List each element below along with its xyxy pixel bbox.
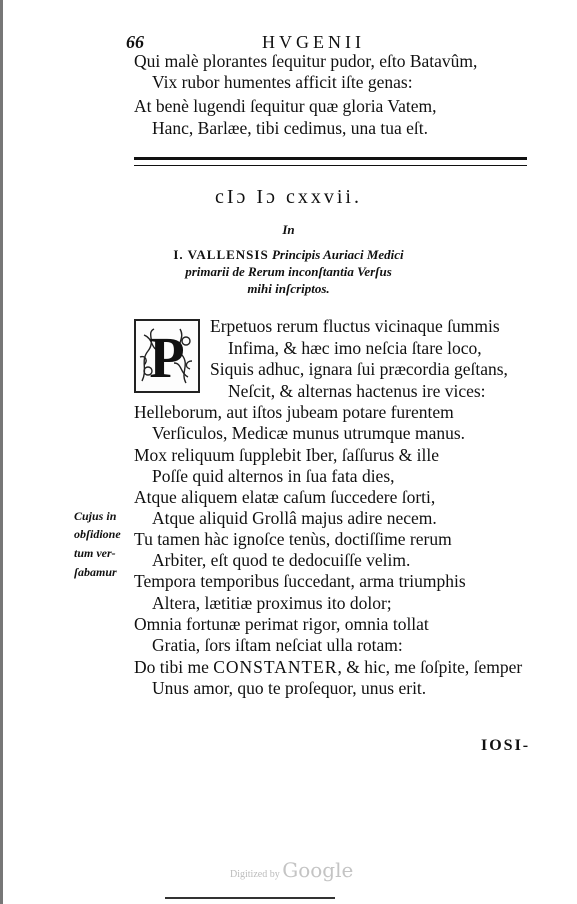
margin-note-line-4: ſabamur (74, 565, 117, 579)
inscription-line-3: mihi inſcriptos. (247, 281, 330, 296)
section-rule-thick (134, 157, 527, 160)
poem-line-9: Atque aliquem elatæ caſum ſuccedere ſorti, (134, 487, 436, 507)
poem-line-12: Arbiter, eſt quod te dedocuiſſe velim. (152, 550, 411, 570)
page-edge (0, 0, 3, 904)
poem-line-3: Siquis adhuc, ignara ſui præcordia geſtans, (210, 359, 508, 379)
margin-note-line-1: Cujus in (74, 509, 117, 523)
inscription-name: I. VALLENSIS (173, 247, 269, 262)
poem-line-16: Gratia, ſors iſtam neſciat ulla rotam: (152, 635, 403, 655)
inscription-in: In (282, 222, 295, 237)
poem-line-17-rest: , & hic, me ſoſpite, ſemper (337, 657, 523, 677)
poem-line-8: Poſſe quid alternos in ſua fata dies, (152, 466, 395, 486)
ornamental-initial-p-icon (134, 319, 200, 393)
digitization-watermark (230, 858, 353, 882)
top-poem-line-2: Vix rubor humentes afficit iſte genas: (152, 72, 413, 92)
poem-line-15: Omnia fortunæ perimat rigor, omnia tollat (134, 614, 429, 634)
poem-line-5: Helleborum, aut iſtos jubeam potare furentem (134, 402, 454, 422)
watermark-brand: Google (282, 858, 354, 882)
poem-line-2: Infima, & hæc imo neſcia ſtare loco, (228, 338, 482, 358)
top-poem-line-1: Qui malè plorantes ſequitur pudor, eſto Batavûm, (134, 51, 478, 71)
poem-line-13: Tempora temporibus ſuccedant, arma triumphis (134, 571, 466, 591)
inscription-line-1-rest: Principis Auriaci Medici (271, 247, 404, 262)
poem-line-11: Tu tamen hàc ignoſce tenùs, doctiſſime rerum (134, 529, 452, 549)
inscription-line-2: primarii de Rerum inconſtantia Verſus (185, 264, 392, 279)
poem-line-17-start: Do tibi me (134, 657, 209, 677)
poem-line-14: Altera, lætitiæ proximus ito dolor; (152, 593, 392, 613)
top-poem-line-3: At benè lugendi ſequitur quæ gloria Vatem, (134, 96, 437, 116)
poem-line-18: Unus amor, quo te proſequor, unus erit. (152, 678, 427, 698)
poem-line-17 (134, 657, 522, 678)
bottom-rule (165, 897, 335, 899)
date-heading: cIɔ Iɔ cxxvii. (215, 186, 362, 208)
watermark-prefix: Digitized by (230, 869, 280, 880)
margin-note-line-2: obſidione (74, 527, 121, 541)
poem-line-1: Erpetuos rerum fluctus vicinaque ſummis (210, 316, 500, 336)
poem-line-10: Atque aliquid Grollâ majus adire necem. (152, 508, 437, 528)
drop-cap-letter: P (149, 325, 185, 390)
margin-note-line-3: tum ver- (74, 546, 116, 560)
poem-line-17-name: CONSTANTER (213, 657, 338, 677)
running-title: HVGENII (262, 32, 365, 52)
catchword: IOSI- (481, 737, 531, 754)
section-rule-thin (134, 165, 527, 166)
inscription-line-1 (0, 247, 577, 263)
poem-line-7: Mox reliquum ſupplebit Iber, ſaſſurus & ille (134, 445, 440, 465)
poem-line-6: Verſiculos, Medicæ munus utrumque manus. (152, 423, 466, 443)
poem-line-4: Neſcit, & alternas hactenus ire vices: (228, 381, 486, 401)
page-number: 66 (126, 32, 144, 52)
top-poem-line-4: Hanc, Barlæe, tibi cedimus, una tua eſt. (152, 118, 429, 138)
